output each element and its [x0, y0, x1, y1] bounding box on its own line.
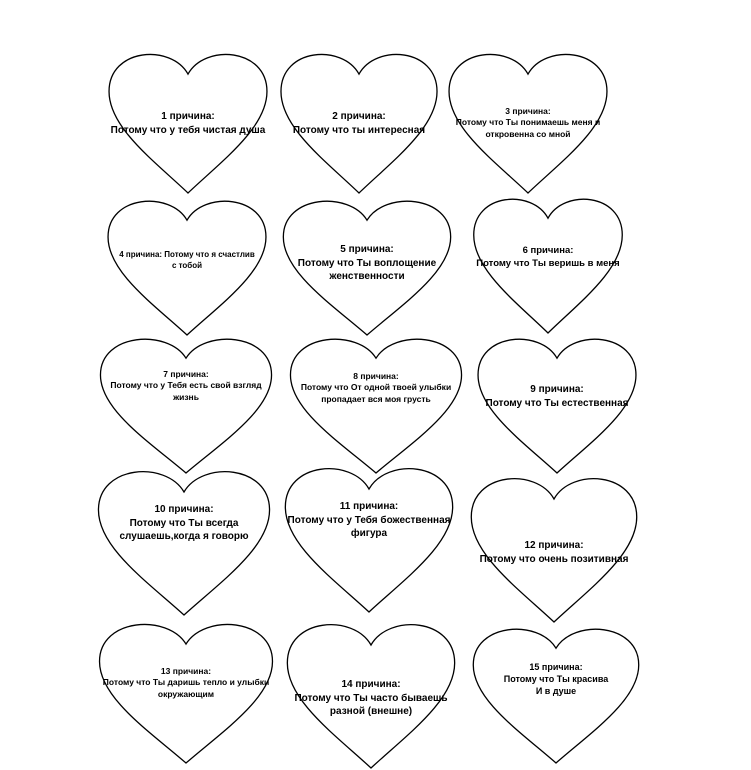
reason-line: И в душе	[535, 686, 577, 697]
reason-text	[466, 539, 642, 566]
heart-card-14	[282, 618, 460, 768]
reason-text	[93, 503, 275, 544]
reason-title: 13 причина:	[160, 666, 212, 676]
reason-title: 1 причина:	[161, 111, 215, 122]
reason-line: Потому что Ты красива	[503, 674, 609, 685]
reason-title: 8 причина:	[353, 371, 399, 381]
reason-line: жизнь	[173, 391, 199, 402]
reason-line: Потому что у Тебя есть свой взгляд	[110, 380, 262, 391]
reason-text	[278, 243, 456, 284]
reason-line: с тобой	[171, 260, 203, 270]
heart-card-8	[285, 333, 467, 473]
reason-line: фигура	[350, 528, 388, 539]
heart-card-3	[444, 48, 612, 193]
heart-card-11	[280, 462, 458, 612]
reason-line: Потому что От одной твоей улыбки	[300, 382, 452, 393]
reason-text	[469, 245, 627, 271]
reason-line: Потому что Ты естественная	[485, 397, 629, 409]
reason-title: 3 причина:	[505, 106, 551, 116]
heart-shape	[100, 339, 271, 473]
reason-line: откровенна со мной	[485, 128, 571, 139]
reason-text	[280, 500, 458, 541]
reason-title: 10 причина:	[154, 504, 214, 515]
reason-title: 12 причина:	[524, 540, 584, 551]
reason-line: Потому что Ты воплощение	[297, 257, 437, 269]
reason-text	[285, 371, 467, 405]
heart-card-1	[104, 48, 272, 193]
reason-line: Потому что ты интересная	[292, 124, 426, 136]
reason-text	[104, 110, 272, 137]
reason-title: 11 причина:	[339, 501, 399, 512]
heart-card-12	[466, 472, 642, 622]
heart-card-9	[473, 333, 641, 473]
heart-card-5	[278, 195, 456, 335]
reason-line: Потому что очень позитивная	[479, 553, 629, 565]
reason-title: 7 причина:	[163, 369, 209, 379]
reason-title: 4 причина: Потому что я счастлив	[119, 250, 255, 259]
heart-card-7	[95, 333, 277, 473]
reason-title: 6 причина:	[522, 245, 574, 256]
reason-line: пропадает вся моя грусть	[321, 393, 431, 404]
reason-line: женственности	[329, 271, 405, 282]
heart-card-13	[94, 618, 278, 763]
heart-card-15	[468, 623, 644, 763]
reason-line: Потому что Ты даришь тепло и улыбки	[102, 677, 270, 688]
reason-title: 14 причина:	[341, 679, 401, 690]
reason-line: слушаешь,когда я говорю	[119, 531, 249, 542]
reason-title: 9 причина:	[530, 384, 584, 395]
reason-text	[276, 110, 442, 137]
heart-card-4	[103, 195, 271, 335]
reason-text	[468, 661, 644, 697]
reason-text	[94, 666, 278, 700]
reason-text	[103, 250, 271, 272]
reason-title: 2 причина:	[332, 111, 386, 122]
reason-line: Потому что Ты понимаешь меня и	[455, 117, 601, 128]
reason-line: Потому что у тебя чистая душа	[110, 124, 266, 136]
reason-text	[95, 369, 277, 403]
reason-line: окружающим	[157, 688, 215, 699]
reason-text	[282, 678, 460, 719]
reason-text	[444, 106, 612, 140]
heart-card-6	[469, 193, 627, 333]
heart-card-10	[93, 465, 275, 615]
reason-line: Потому что Ты часто бываешь	[294, 692, 448, 704]
reason-text	[473, 383, 641, 410]
reason-line: разной (внешне)	[329, 706, 413, 717]
heart-card-2	[276, 48, 442, 193]
reason-line: Потому что Ты веришь в меня	[476, 257, 620, 269]
reason-title: 15 причина:	[529, 662, 583, 672]
reason-line: Потому что Ты всегда	[129, 517, 239, 529]
heart-shape	[290, 339, 461, 473]
reason-title: 5 причина:	[340, 244, 394, 255]
reason-line: Потому что у Тебя божественная	[287, 514, 451, 526]
